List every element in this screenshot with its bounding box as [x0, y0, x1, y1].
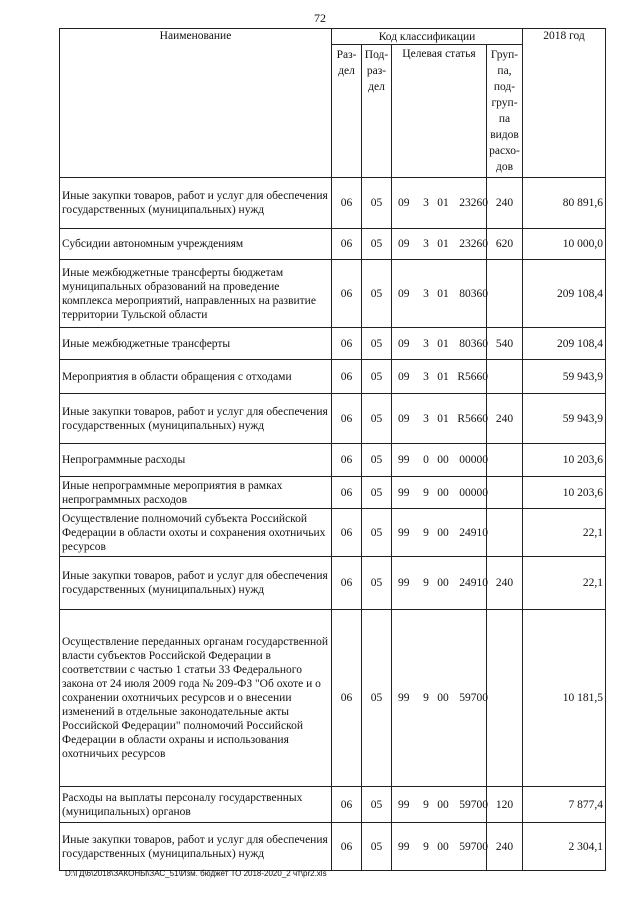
row-name: Иные межбюджетные трансферты — [60, 328, 332, 360]
row-amount: 7 877,4 — [523, 787, 606, 823]
row-name: Иные закупки товаров, работ и услуг для обеспечения государственных (муниципальных) нужд — [60, 178, 332, 229]
row-amount: 209 108,4 — [523, 260, 606, 328]
row-name: Мероприятия в области обращения с отходами — [60, 360, 332, 394]
table-row — [60, 823, 606, 871]
target-program: 09 — [398, 370, 410, 383]
table-row — [60, 477, 606, 509]
header-group — [487, 45, 523, 178]
target-program: 99 — [398, 454, 410, 466]
row-subsection: 05 — [362, 178, 392, 229]
row-subsection: 05 — [362, 823, 392, 871]
header-group-line: под- — [493, 81, 516, 93]
target-measure: 00 — [437, 486, 449, 499]
row-section: 06 — [332, 444, 362, 477]
row-target — [392, 509, 487, 557]
table-row — [60, 260, 606, 328]
target-direction: 59700 — [459, 840, 488, 853]
row-section: 06 — [332, 557, 362, 610]
row-group — [487, 444, 523, 477]
table-row — [60, 444, 606, 477]
row-target — [392, 260, 487, 328]
target-program: 99 — [398, 798, 410, 811]
row-amount: 59 943,9 — [523, 360, 606, 394]
row-section: 06 — [332, 823, 362, 871]
row-target — [392, 328, 487, 360]
row-target — [392, 787, 487, 823]
row-group: 540 — [487, 328, 523, 360]
row-group — [487, 610, 523, 787]
header-group-line: па — [498, 113, 511, 125]
row-target — [392, 229, 487, 260]
row-group: 240 — [487, 823, 523, 871]
row-subsection: 05 — [362, 229, 392, 260]
row-section: 06 — [332, 260, 362, 328]
target-measure: 01 — [437, 412, 449, 425]
table-row — [60, 229, 606, 260]
header-group-line: видов — [490, 129, 519, 141]
row-target — [392, 610, 487, 787]
row-amount: 59 943,9 — [523, 394, 606, 444]
row-amount: 10 000,0 — [523, 229, 606, 260]
target-program: 09 — [398, 238, 410, 250]
row-target — [392, 557, 487, 610]
target-program: 09 — [398, 337, 410, 350]
target-measure: 00 — [437, 526, 449, 539]
page-number: 72 — [314, 11, 326, 25]
target-subprogram: 3 — [423, 197, 429, 209]
target-measure: 00 — [437, 577, 449, 589]
row-subsection: 05 — [362, 477, 392, 509]
row-name: Иные закупки товаров, работ и услуг для обеспечения государственных (муниципальных) нужд — [60, 823, 332, 871]
row-name: Иные межбюджетные трансферты бюджетам муниципальных образований на проведение комплекса мероприятий, направленных на развитие территории Тульской области — [60, 260, 332, 328]
target-subprogram: 9 — [423, 840, 429, 853]
header-group-line: груп- — [491, 97, 518, 109]
header-section — [332, 45, 362, 178]
target-program: 99 — [398, 526, 410, 539]
row-name: Субсидии автономным учреждениям — [60, 229, 332, 260]
target-measure: 01 — [437, 287, 449, 300]
target-direction: 24910 — [459, 577, 488, 589]
row-name: Осуществление переданных органам государственной власти субъектов Российской Федерации в соответствии с частью 1 статьи 33 Федерального закона от 24 июля 2009 года № 209-ФЗ "Об охоте и о сохранении охотничьих ресурсов и о внесении изменений в отдельные законодательные акты Российской Федерации" полномочий Российской Федерации в области охраны и использования охотничьих ресурсов — [60, 610, 332, 787]
row-section: 06 — [332, 509, 362, 557]
row-section: 06 — [332, 229, 362, 260]
row-amount: 10 203,6 — [523, 477, 606, 509]
row-group — [487, 477, 523, 509]
target-measure: 01 — [437, 370, 449, 383]
row-amount: 209 108,4 — [523, 328, 606, 360]
header-subsection — [362, 45, 392, 178]
target-direction: R5660 — [457, 412, 488, 425]
header-group-line: дов — [495, 161, 514, 173]
row-amount: 10 181,5 — [523, 610, 606, 787]
target-measure: 00 — [437, 692, 449, 704]
row-amount: 22,1 — [523, 557, 606, 610]
target-direction: 23260 — [459, 197, 488, 209]
row-target — [392, 360, 487, 394]
table-row — [60, 360, 606, 394]
table-header-row-1 — [60, 29, 606, 45]
target-program: 09 — [398, 287, 410, 300]
row-target — [392, 178, 487, 229]
target-program: 99 — [398, 486, 410, 499]
target-subprogram: 9 — [423, 526, 429, 539]
target-direction: 23260 — [459, 238, 488, 250]
row-target — [392, 477, 487, 509]
target-program: 99 — [398, 577, 410, 589]
target-measure: 00 — [437, 454, 449, 466]
target-subprogram: 3 — [423, 238, 429, 250]
row-section: 06 — [332, 477, 362, 509]
table-row — [60, 509, 606, 557]
target-subprogram: 3 — [423, 412, 429, 425]
row-group: 120 — [487, 787, 523, 823]
row-group — [487, 260, 523, 328]
table-row — [60, 394, 606, 444]
target-measure: 01 — [437, 337, 449, 350]
header-group-line: Груп- — [490, 49, 519, 61]
row-name: Расходы на выплаты персоналу государственных (муниципальных) органов — [60, 787, 332, 823]
target-direction: 59700 — [459, 692, 488, 704]
target-subprogram: 3 — [423, 287, 429, 300]
header-group-line: па, — [497, 65, 512, 77]
target-direction: R5660 — [457, 370, 488, 383]
row-name: Иные закупки товаров, работ и услуг для обеспечения государственных (муниципальных) нужд — [60, 394, 332, 444]
row-subsection: 05 — [362, 444, 392, 477]
target-direction: 00000 — [459, 486, 488, 499]
row-subsection: 05 — [362, 787, 392, 823]
target-subprogram: 3 — [423, 337, 429, 350]
row-name: Иные закупки товаров, работ и услуг для обеспечения государственных (муниципальных) нужд — [60, 557, 332, 610]
row-subsection: 05 — [362, 260, 392, 328]
target-direction: 80360 — [459, 337, 488, 350]
target-subprogram: 9 — [423, 577, 429, 589]
row-subsection: 05 — [362, 328, 392, 360]
target-subprogram: 9 — [423, 692, 429, 704]
table-row — [60, 328, 606, 360]
header-subsection-line: Под- — [364, 49, 389, 61]
row-target — [392, 444, 487, 477]
target-measure: 00 — [437, 840, 449, 853]
row-target — [392, 394, 487, 444]
footer-file-path: D:\ГД\6\2018\ЗАКОНЫ\ЗАС_51\Изм. бюджет ТО 2018-2020_2 чт\pr2.xls — [65, 869, 327, 878]
header-target: Целевая статья — [392, 45, 487, 178]
header-group-line: расхо- — [489, 145, 520, 157]
row-group: 620 — [487, 229, 523, 260]
row-section: 06 — [332, 328, 362, 360]
table-row — [60, 557, 606, 610]
header-section-line: дел — [338, 65, 355, 77]
target-measure: 00 — [437, 798, 449, 811]
header-code: Код классификации — [332, 29, 523, 45]
target-subprogram: 9 — [423, 486, 429, 499]
target-direction: 59700 — [459, 798, 488, 811]
row-amount: 2 304,1 — [523, 823, 606, 871]
target-subprogram: 9 — [423, 798, 429, 811]
target-measure: 01 — [437, 238, 449, 250]
table-row — [60, 787, 606, 823]
header-section-line: Раз- — [336, 49, 357, 61]
row-section: 06 — [332, 610, 362, 787]
row-group: 240 — [487, 178, 523, 229]
target-program: 99 — [398, 692, 410, 704]
target-subprogram: 0 — [423, 454, 429, 466]
row-subsection: 05 — [362, 610, 392, 787]
target-measure: 01 — [437, 197, 449, 209]
row-section: 06 — [332, 360, 362, 394]
row-section: 06 — [332, 787, 362, 823]
row-section: 06 — [332, 178, 362, 229]
row-name: Осуществление полномочий субъекта Российской Федерации в области охоты и сохранения охотничьих ресурсов — [60, 509, 332, 557]
target-direction: 24910 — [459, 526, 488, 539]
target-program: 09 — [398, 412, 410, 425]
row-group — [487, 509, 523, 557]
target-subprogram: 3 — [423, 370, 429, 383]
row-amount: 80 891,6 — [523, 178, 606, 229]
row-name: Непрограммные расходы — [60, 444, 332, 477]
row-subsection: 05 — [362, 360, 392, 394]
header-subsection-line: раз- — [366, 65, 387, 77]
row-name: Иные непрограммные мероприятия в рамках непрограммных расходов — [60, 477, 332, 509]
target-program: 99 — [398, 840, 410, 853]
row-amount: 22,1 — [523, 509, 606, 557]
target-program: 09 — [398, 197, 410, 209]
header-name: Наименование — [60, 29, 332, 178]
target-direction: 00000 — [459, 454, 488, 466]
row-subsection: 05 — [362, 394, 392, 444]
row-subsection: 05 — [362, 509, 392, 557]
header-year: 2018 год — [523, 29, 606, 178]
row-target — [392, 823, 487, 871]
target-direction: 80360 — [459, 287, 488, 300]
row-group: 240 — [487, 557, 523, 610]
row-amount: 10 203,6 — [523, 444, 606, 477]
row-section: 06 — [332, 394, 362, 444]
budget-table — [59, 28, 606, 871]
row-subsection: 05 — [362, 557, 392, 610]
table-row — [60, 610, 606, 787]
header-subsection-line: дел — [368, 81, 385, 93]
row-group — [487, 360, 523, 394]
table-row — [60, 178, 606, 229]
row-group: 240 — [487, 394, 523, 444]
